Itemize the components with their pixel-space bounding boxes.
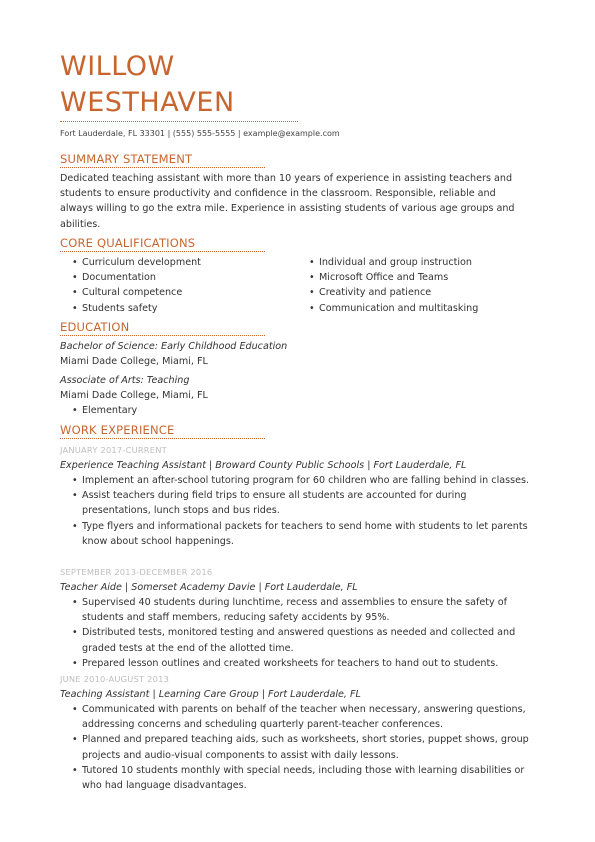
job-bullet: • Type flyers and informational packets for teachers to send home with students to let parents know about school happenings. bbox=[60, 519, 538, 549]
summary-text: Dedicated teaching assistant with more than 10 years of experience in assisting teachers and students to ensure productivity and confidence in the classroom. Responsible, reliable and always willing to go the extra mile. Experience in assisting students of various age groups and abilities. bbox=[60, 173, 515, 230]
qualification-item: • Students safety bbox=[60, 301, 300, 316]
qualification-item: • Cultural competence bbox=[60, 285, 300, 300]
job-bullets bbox=[60, 702, 538, 793]
job-role: Experience Teaching Assistant | Broward County Public Schools | Fort Lauderdale, FL bbox=[60, 460, 467, 471]
job-bullet: • Supervised 40 students during lunchtime, recess and assemblies to ensure the safety of students and staff members, reducing safety accidents by 95%. bbox=[60, 595, 538, 625]
qualifications-list-left bbox=[60, 255, 300, 316]
degree-school: Miami Dade College, Miami, FL bbox=[60, 390, 208, 401]
qualification-item: • Communication and multitasking bbox=[297, 301, 537, 316]
degree-bullet: • Elementary bbox=[60, 403, 360, 418]
experience-divider bbox=[60, 438, 265, 439]
summary-divider bbox=[60, 167, 265, 168]
education-heading: EDUCATION bbox=[60, 320, 130, 334]
job-dates: JUNE 2010-AUGUST 2013 bbox=[60, 674, 170, 684]
job-bullets bbox=[60, 595, 538, 671]
degree-title: Associate of Arts: Teaching bbox=[60, 375, 190, 386]
job-bullet: • Implement an after-school tutoring program for 60 children who are falling behind in classes. bbox=[60, 473, 538, 488]
qualification-item: • Documentation bbox=[60, 270, 300, 285]
name-first: WILLOW bbox=[60, 51, 175, 82]
qualifications-divider bbox=[60, 251, 265, 252]
contact-info: Fort Lauderdale, FL 33301 | (555) 555-5555 | example@example.com bbox=[60, 129, 340, 138]
education-divider bbox=[60, 335, 265, 336]
degree-bullets bbox=[60, 403, 360, 418]
job-bullets bbox=[60, 473, 538, 549]
name-last: WESTHAVEN bbox=[60, 87, 235, 118]
degree-title: Bachelor of Science: Early Childhood Education bbox=[60, 341, 288, 352]
qualification-item: • Microsoft Office and Teams bbox=[297, 270, 537, 285]
job-bullet: • Communicated with parents on behalf of the teacher when necessary, answering questions, addressing concerns and scheduling quarterly parent-teacher conferences. bbox=[60, 702, 538, 732]
qualification-item: • Individual and group instruction bbox=[297, 255, 537, 270]
qualification-item: • Curriculum development bbox=[60, 255, 300, 270]
job-dates: SEPTEMBER 2013-DECEMBER 2016 bbox=[60, 567, 213, 577]
job-bullet: • Distributed tests, monitored testing and answered questions as needed and collected and graded tests at the end of the allotted time. bbox=[60, 625, 538, 655]
experience-heading: WORK EXPERIENCE bbox=[60, 423, 175, 437]
name-divider bbox=[60, 121, 298, 122]
job-bullet: • Planned and prepared teaching aids, such as worksheets, short stories, puppet shows, group projects and audio-visual components to assist with daily lessons. bbox=[60, 732, 538, 762]
job-role: Teaching Assistant | Learning Care Group | Fort Lauderdale, FL bbox=[60, 689, 361, 700]
job-bullet: • Prepared lesson outlines and created worksheets for teachers to hand out to students. bbox=[60, 656, 538, 671]
qualification-item: • Creativity and patience bbox=[297, 285, 537, 300]
qualifications-list-right bbox=[297, 255, 537, 316]
job-bullet: • Assist teachers during field trips to ensure all students are accounted for during presentations, lunch stops and bus rides. bbox=[60, 488, 538, 518]
qualifications-heading: CORE QUALIFICATIONS bbox=[60, 236, 196, 250]
job-bullet: • Tutored 10 students monthly with special needs, including those with learning disabilities or who had language disadvantages. bbox=[60, 763, 538, 793]
job-dates: JANUARY 2017-CURRENT bbox=[60, 445, 167, 455]
job-role: Teacher Aide | Somerset Academy Davie | Fort Lauderdale, FL bbox=[60, 582, 358, 593]
degree-school: Miami Dade College, Miami, FL bbox=[60, 356, 208, 367]
summary-heading: SUMMARY STATEMENT bbox=[60, 152, 193, 166]
